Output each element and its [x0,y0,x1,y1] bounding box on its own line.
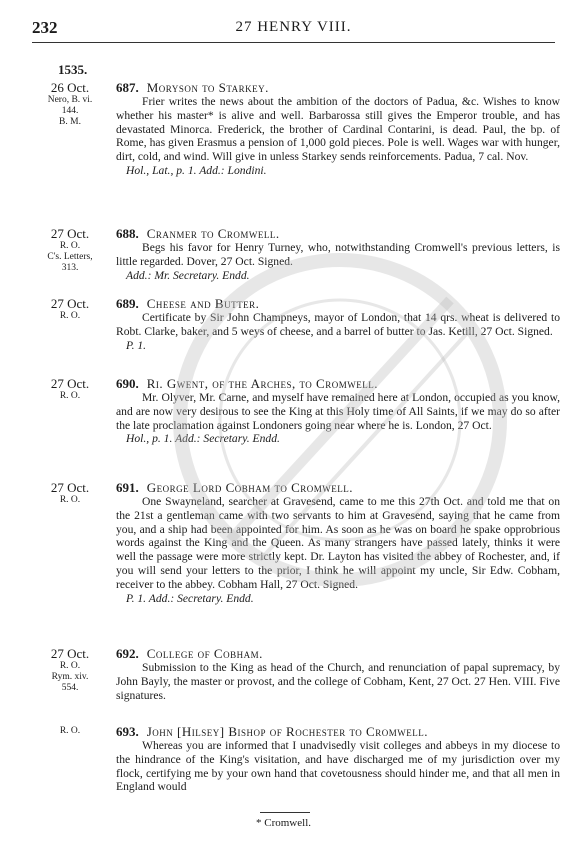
entry-date: 27 Oct. [50,480,90,495]
footnote: * Cromwell. [256,817,311,829]
entry-title: George Lord Cobham to Cromwell. [146,480,354,495]
entry-source: 313. [61,263,79,273]
entry-source: R. O. [59,661,81,671]
entry-heading [116,226,560,241]
entry-title: Ri. Gwent, of the Arches, to Cromwell. [146,376,378,391]
entry-text: Submission to the King as head of the Church, and renunciation of papal supremacy, by John Bayly, the master or provost, and the college of Cobham, Kent, 27 Oct. 27 Hen. VIII. Five signatures. [116,661,560,702]
entry-number: 687. [116,80,139,95]
running-head: 27 HENRY VIII. [235,19,352,35]
entry-source: 554. [61,683,79,693]
entry-source: R. O. [59,311,81,321]
entry-source: R. O. [59,495,81,505]
entry-number: 693. [116,724,139,739]
entry-text: Begs his favor for Henry Turney, who, notwithstanding Cromwell's previous letters, is little regarded. Dover, 27 Oct. Signed. [116,241,560,268]
entry-source: Rym. xiv. [51,672,89,682]
entry-title: Cranmer to Cromwell. [146,226,280,241]
entry-number: 688. [116,226,139,241]
entry-meta: Add.: Mr. Secretary. Endd. [126,268,250,282]
entry-margin [30,376,110,402]
year-label: 1535. [58,62,88,77]
entry-title: Cheese and Butter. [146,296,260,311]
entry-heading [116,296,560,311]
entry-meta: Hol., p. 1. Add.: Secretary. Endd. [126,432,280,446]
entry-number: 689. [116,296,139,311]
entry-heading [116,724,560,739]
entry-source: C's. Letters, [47,252,93,262]
entry-body [116,80,560,178]
entry-margin [30,480,110,506]
entry-heading [116,646,560,661]
entry-meta: P. 1. [126,338,147,352]
entry-title: College of Cobham. [146,646,263,661]
entry-margin [30,646,110,694]
entry-body [116,296,560,352]
entry-meta: P. 1. Add.: Secretary. Endd. [126,591,254,605]
entry-title: John [Hilsey] Bishop of Rochester to Cromwell. [146,724,428,739]
entry-source: R. O. [59,391,81,401]
footnote-rule [260,812,310,813]
entry-source: 144. [61,106,79,116]
entry-margin [30,226,110,274]
entry-date: 27 Oct. [50,376,90,391]
entry-title: Moryson to Starkey. [146,80,269,95]
entry-body [116,646,560,702]
entry-body [116,480,560,605]
entry-margin [30,296,110,322]
page-header [32,18,555,38]
header-rule [32,42,555,43]
entry-text: Mr. Olyver, Mr. Carne, and myself have remained here at London, occupied as you know, and are now very desirous to see the King at this Holy time of All Saints, if we may do so after the late proclamation against Londoners going near where he is. London, 27 Oct. [116,391,560,432]
entry-source: R. O. [59,726,81,736]
entry-date: 27 Oct. [50,646,90,661]
entry-source: R. O. [59,241,81,251]
entry-number: 692. [116,646,139,661]
entry-margin [30,80,110,128]
entry-meta: Hol., Lat., p. 1. Add.: Londini. [126,163,267,177]
entry-source: Nero, B. vi. [47,95,93,105]
entry-heading [116,480,560,495]
entry-text: One Swayneland, searcher at Gravesend, came to me this 27th Oct. and told me that on the 21st a gentleman came with two servants to him at Gravesend, saying that he came from you, and a ship had been appointed for him. As soon as he was on board he spake opprobrious words against the King and the Queen. As many strangers have passed lately, thinks it were well the passage were more strictly kept. Dr. Layton has visited the abbey of Rochester, and, if you will send your letters to the prior, I think he will appoint my uncle, Sir Edw. Cobham, receiver to the abbey. Cobham Hall, 27 Oct. Signed. [116,495,560,591]
entry-source: B. M. [59,117,81,127]
entry-number: 690. [116,376,139,391]
entry-heading [116,80,560,95]
entry-text: Frier writes the news about the ambition of the doctors of Padua, &c. Wishes to know whether his master* is alive and well. Barbarossa still gives the Emperor trouble, and has devastated Minorca. Frederick, the brother of Cardinal Contarini, is dead. Paul, the bp. of Rome, has given Erasmus a pension of 1,000 gold pieces. Pole is well. Wages war with hunger, dirt, cold, and wind. Will give in unless Starkey sends reinforcements. Padua, 7 cal. Nov. [116,95,560,164]
entry-date: 26 Oct. [50,80,90,95]
entry-heading [116,376,560,391]
page-number: 232 [32,18,58,37]
entry-text: Certificate by Sir John Champneys, mayor of London, that 14 qrs. wheat is delivered to Robt. Clarke, baker, and 5 weys of cheese, and a barrel of butter to Jas. Ketill, 27 Oct. Signed. [116,311,560,338]
entry-body [116,226,560,282]
entry-margin [30,724,110,737]
entry-body [116,724,560,794]
entry-body [116,376,560,446]
entry-text: Whereas you are informed that I unadvisedly visit colleges and abbeys in my diocese to the hindrance of the King's visitation, and have discharged me of my jurisdiction over my flock, certifying me by your own hand that covetousness should hinder me, and that all men in England would [116,739,560,794]
entry-date: 27 Oct. [50,296,90,311]
entry-date: 27 Oct. [50,226,90,241]
entry-number: 691. [116,480,139,495]
